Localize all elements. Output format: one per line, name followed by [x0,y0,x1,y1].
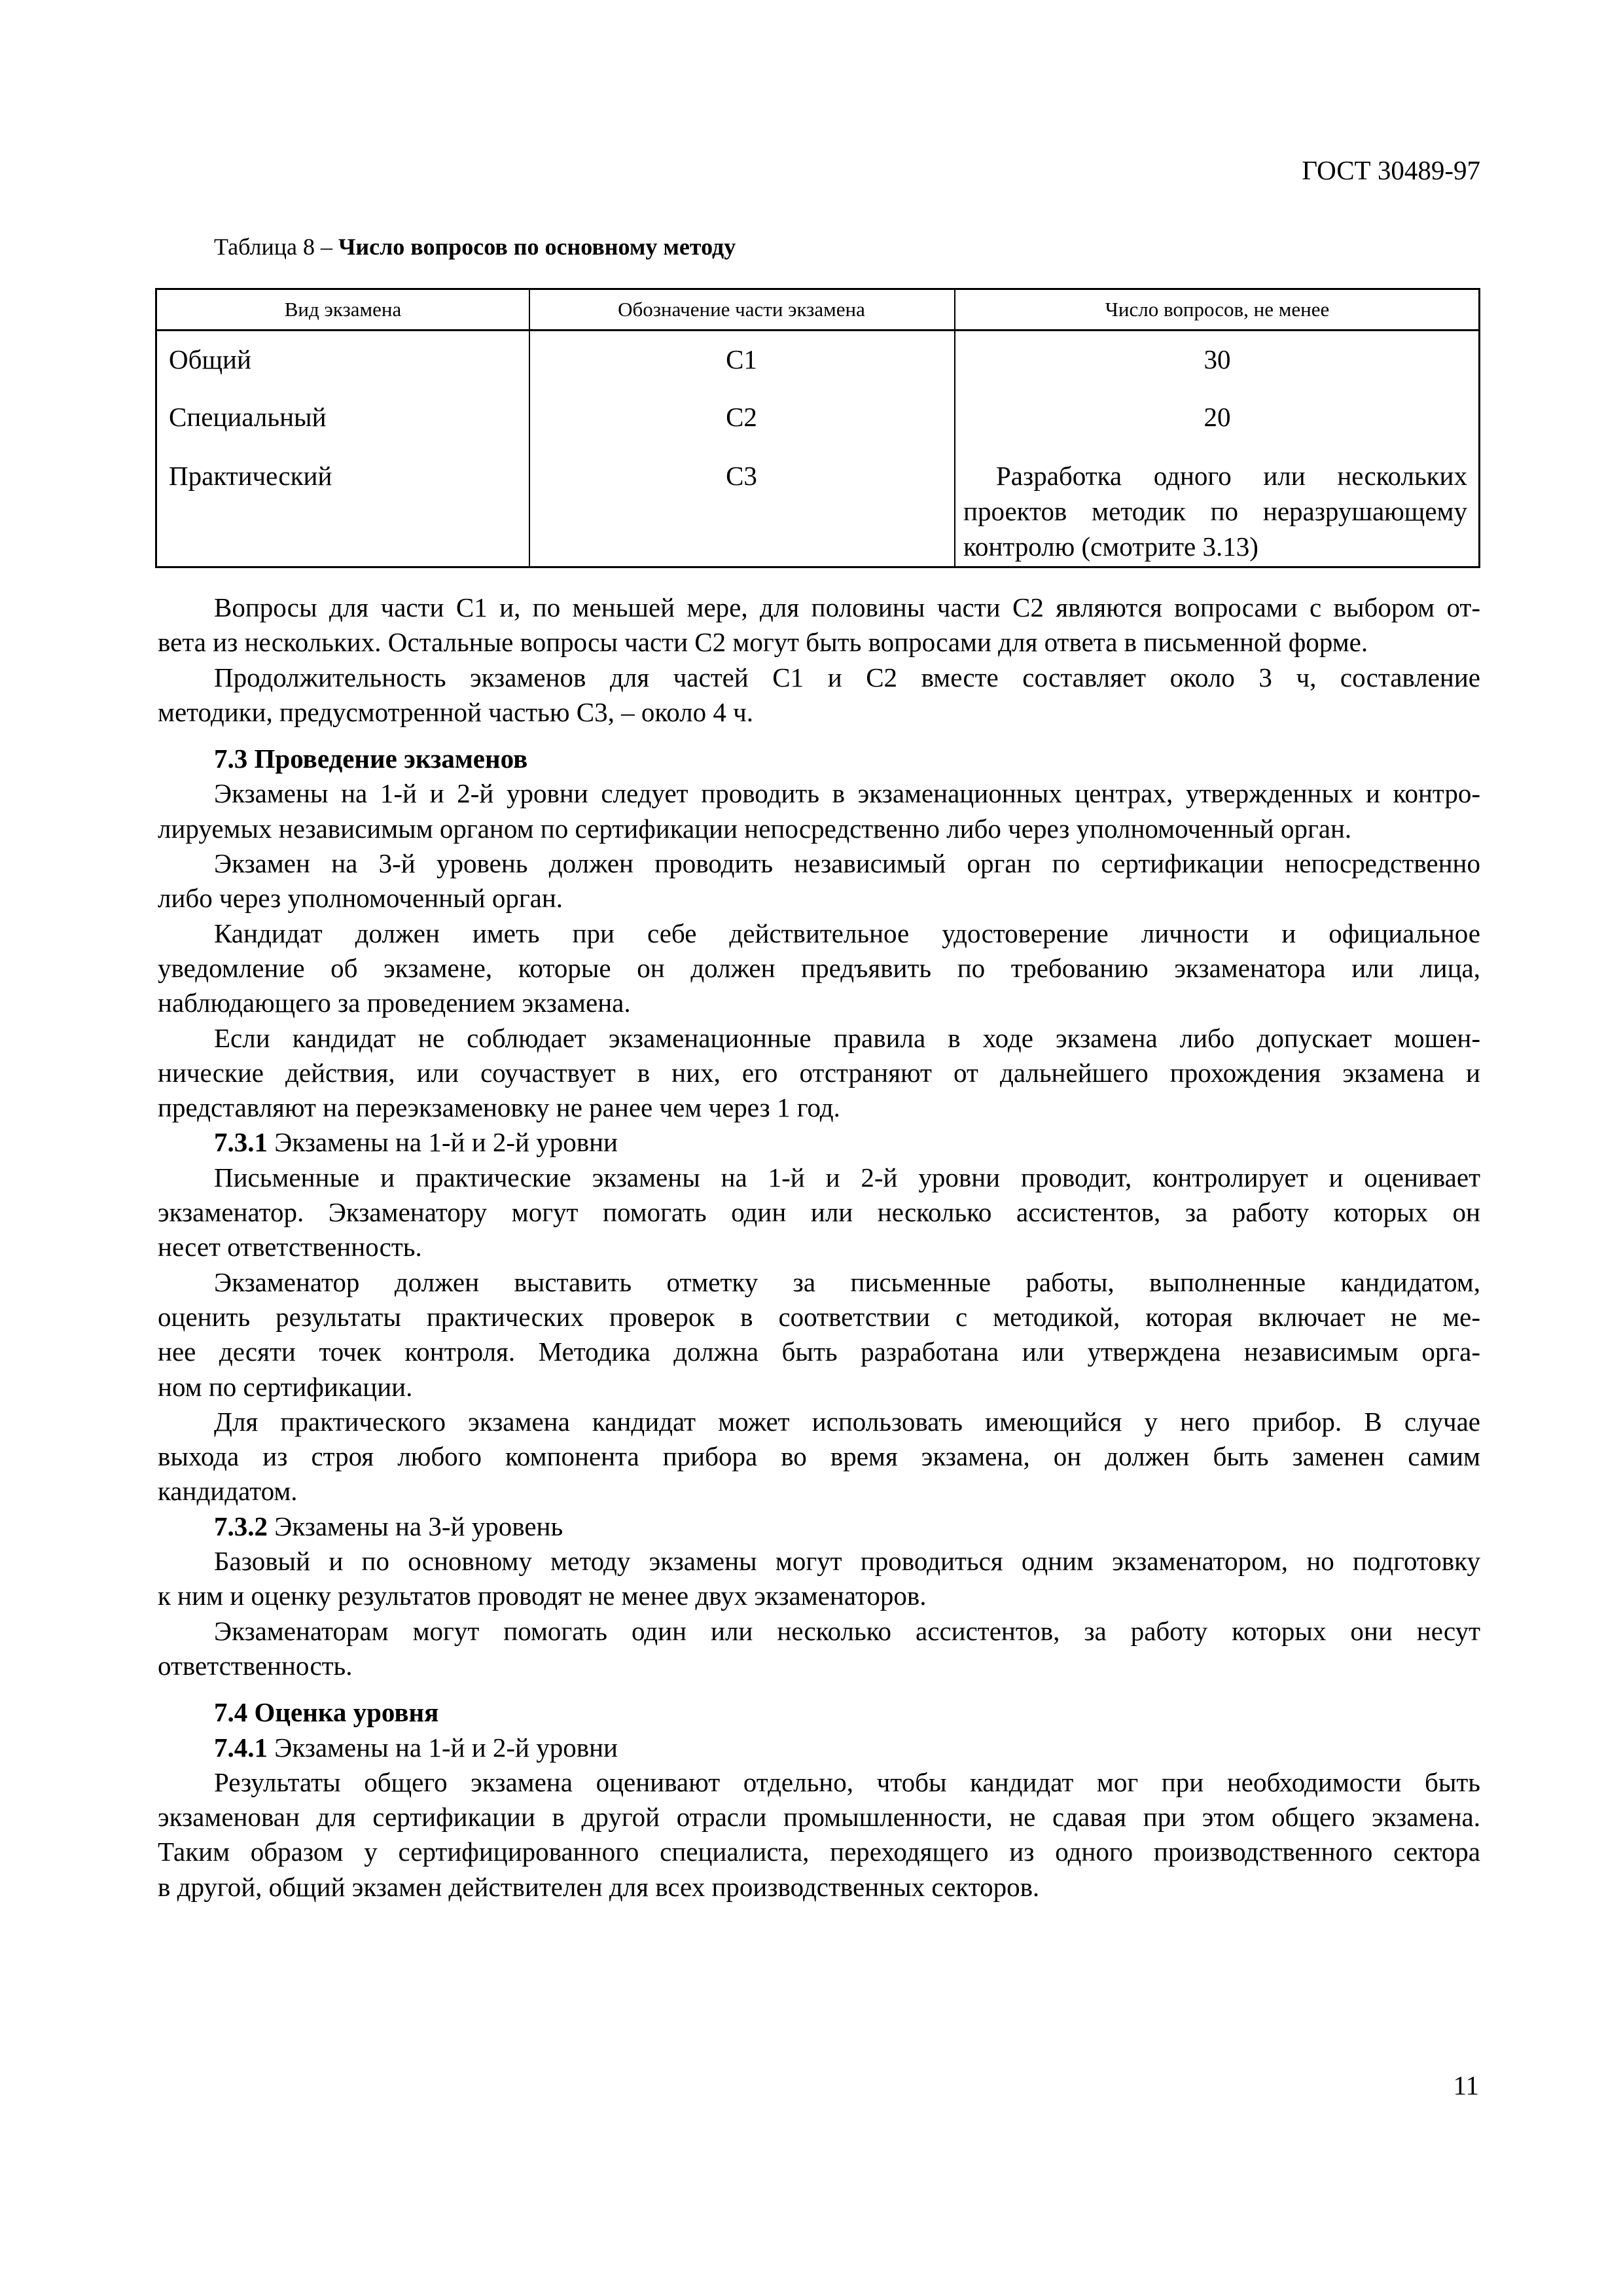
text-line: представляют на переэкзаменовку не ранее чем через 1 год. [158,1092,840,1123]
text-line: оценить результаты практических проверок в соответствии с методикой, которая включает не ме- [158,1301,1480,1332]
table-cell-part: С2 [726,402,757,432]
paragraph [158,846,1480,916]
subsection-heading [158,1731,1480,1765]
text-line: Таким образом у сертифицированного специалиста, переходящего из одного производственного сектора [158,1837,1480,1867]
text-line: экзаменован для сертификации в другой отрасли промышленности, не сдавая при этом общего экзамена. [158,1802,1480,1833]
text-line: выхода из строя любого компонента прибора во время экзамена, он должен быть заменен самим [158,1441,1480,1472]
paragraph [158,776,1480,846]
subsection-title: Экзамены на 3-й уровень [274,1511,563,1541]
text-line: Результаты общего экзамена оценивают отдельно, чтобы кандидат мог при необходимости быть [214,1767,1480,1797]
page-number: 11 [1453,2070,1479,2100]
questions-table [155,288,1480,568]
text-line: нические действия, или соучаствует в них, его отстраняют от дальнейшего прохождения экзамена и [158,1057,1480,1088]
paragraph [158,916,1480,1021]
table-cell-type: Общий [169,344,251,374]
cell-line: проектов методик по неразрушающему [963,496,1467,526]
text-line: Для практического экзамена кандидат может использовать имеющийся у него прибор. В случае [214,1406,1480,1437]
text-line: Экзамен на 3-й уровень должен проводить независимый орган по сертификации непосредственно [214,848,1480,879]
text-line: экзаменатор. Экзаменатору могут помогать один или несколько ассистентов, за работу которых он [158,1197,1480,1228]
text-line: к ним и оценку результатов проводят не менее двух экзаменаторов. [158,1581,927,1611]
subsection-number: 7.3.1 [214,1127,268,1158]
text-line: Экзаменатор должен выставить отметку за письменные работы, выполненные кандидатом, [214,1266,1480,1297]
text-line: Экзаменаторам могут помогать один или несколько ассистентов, за работу которых они несут [214,1615,1480,1646]
paragraph [158,1265,1480,1405]
text-line: либо через уполномоченный орган. [158,883,563,914]
table-cell-part: С1 [726,344,757,374]
table-cell-count [963,458,1467,564]
table-caption [214,233,736,260]
table-cell-type: Специальный [169,402,327,432]
document-code: ГОСТ 30489-97 [1302,155,1480,185]
text-line: лируемых независимым органом по сертификации непосредственно либо через уполномоченный орган. [158,813,1352,844]
paragraph [158,1405,1480,1509]
table-header-row [157,290,1478,331]
subsection-heading [158,1125,1480,1160]
text-line: наблюдающего за проведением экзамена. [158,988,631,1018]
text-line: ответственность. [158,1650,353,1681]
paragraph [158,660,1480,730]
text-line: кандидатом. [158,1476,298,1507]
text-line: уведомление об экзамене, которые он должен предъявить по требованию экзаменатора или лица, [158,952,1480,983]
cell-line: Разработка одного или нескольких [996,461,1467,491]
subsection-number: 7.4.1 [214,1732,268,1763]
subsection-title: Экзамены на 1-й и 2-й уровни [274,1732,618,1763]
section-heading: 7.4 Оценка уровня [214,1697,439,1728]
paragraph [158,1021,1480,1126]
column-header: Обозначение части экзамена [618,298,865,321]
table-caption-title: Число вопросов по основному методу [338,234,736,260]
paragraph [158,1614,1480,1684]
text-line: Вопросы для части С1 и, по меньшей мере, для половины части С2 являются вопросами с выбором от- [214,592,1480,622]
document-body [158,590,1480,1905]
subsection-number: 7.3.2 [214,1511,268,1541]
text-line: вета из нескольких. Остальные вопросы части С2 могут быть вопросами для ответа в письменной форме. [158,627,1368,658]
text-line: Экзамены на 1-й и 2-й уровни следует проводить в экзаменационных центрах, утвержденных и контро- [214,778,1480,809]
table-cell-count: 20 [1204,402,1231,432]
subsection-heading [158,1509,1480,1544]
text-line: Кандидат должен иметь при себе действительное удостоверение личности и официальное [214,918,1480,948]
text-line: Письменные и практические экзамены на 1-й и 2-й уровни проводит, контролирует и оценивает [214,1162,1480,1193]
text-line: нее десяти точек контроля. Методика должна быть разработана или утверждена независимым орга- [158,1336,1480,1367]
paragraph [158,1160,1480,1265]
text-line: Базовый и по основному методу экзамены могут проводиться одним экзаменатором, но подготовку [214,1546,1480,1577]
table-cell-part: С3 [726,461,757,491]
cell-line: контролю (смотрите 3.13) [963,531,1258,562]
table-cell-type: Практический [169,461,332,491]
subsection-title: Экзамены на 1-й и 2-й уровни [274,1127,618,1158]
table-cell-count: 30 [1204,344,1231,374]
text-line: несет ответственность. [158,1232,422,1263]
text-line: Если кандидат не соблюдает экзаменационные правила в ходе экзамена либо допускает мошен- [214,1022,1480,1053]
section-heading: 7.3 Проведение экзаменов [214,744,528,774]
text-line: ном по сертификации. [158,1371,413,1402]
text-line: методики, предусмотренной частью С3, – около 4 ч. [158,696,753,727]
text-line: Продолжительность экзаменов для частей С1 и С2 вместе составляет около 3 ч, составление [214,662,1480,692]
paragraph [158,1544,1480,1614]
table-caption-prefix: Таблица 8 – [214,234,332,260]
paragraph [158,1765,1480,1905]
column-header: Вид экзамена [284,298,402,321]
paragraph [158,590,1480,660]
text-line: в другой, общий экзамен действителен для всех производственных секторов. [158,1871,1040,1902]
column-header: Число вопросов, не менее [1105,298,1330,321]
